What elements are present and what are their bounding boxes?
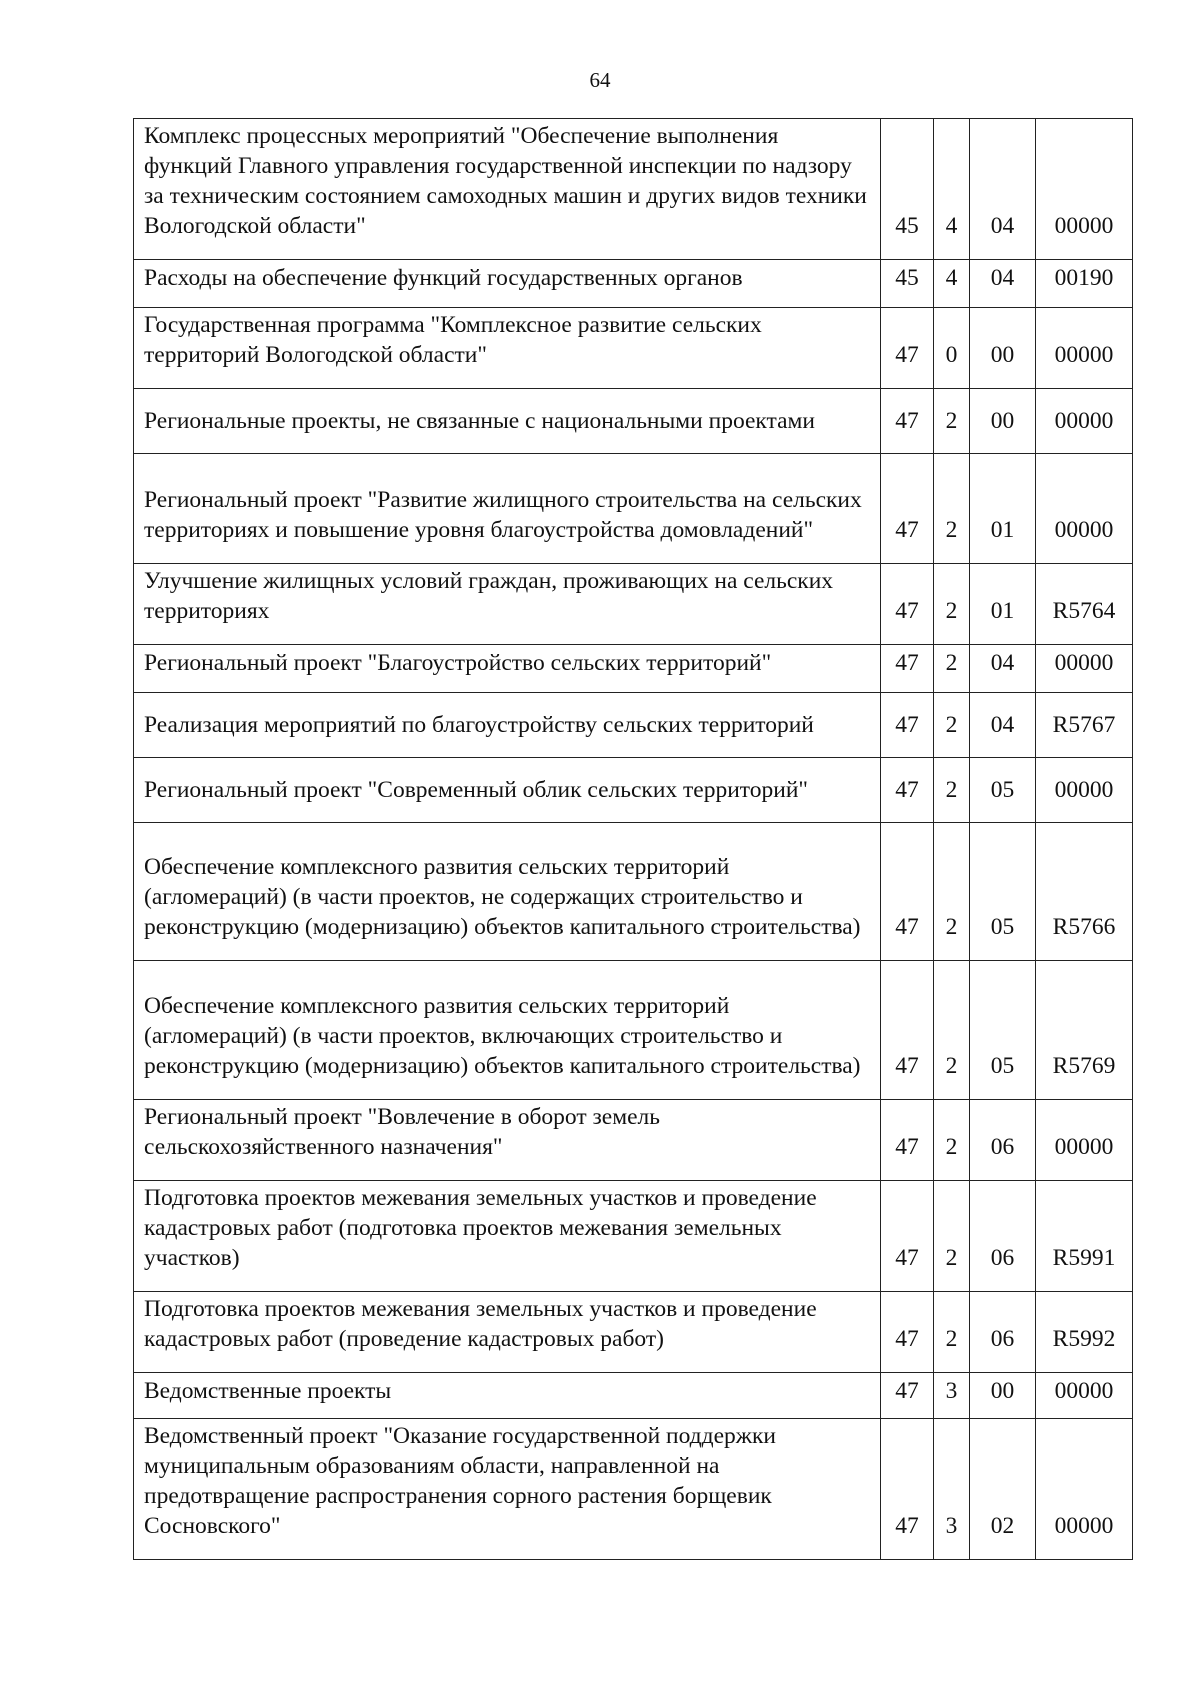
program-code-cell: 47 [881,454,934,564]
row-name-cell: Региональный проект "Вовлечение в оборот земель сельскохозяйственного назначения" [134,1100,881,1181]
table-row [134,693,1133,758]
table-row [134,454,1133,564]
expense-code-cell: R5767 [1036,693,1133,758]
event-code-cell: 06 [970,1292,1036,1373]
subprogram-code-cell: 3 [934,1373,970,1419]
row-name-cell: Региональный проект "Благоустройство сельских территорий" [134,645,881,693]
table-row [134,119,1133,260]
subprogram-code-cell: 2 [934,389,970,454]
row-name-cell: Региональный проект "Современный облик сельских территорий" [134,758,881,823]
program-code-cell: 47 [881,1181,934,1292]
program-code-cell: 47 [881,961,934,1100]
subprogram-code-cell: 2 [934,1100,970,1181]
row-name-cell: Обеспечение комплексного развития сельских территорий (агломераций) (в части проектов, не содержащих строительство и реконструкцию (модернизацию) объектов капитального строительства) [134,823,881,961]
row-name-cell: Подготовка проектов межевания земельных участков и проведение кадастровых работ (подготовка проектов межевания земельных участков) [134,1181,881,1292]
expense-code-cell: 00000 [1036,758,1133,823]
table-row [134,564,1133,645]
event-code-cell: 01 [970,564,1036,645]
budget-classification-table [133,118,1133,1560]
event-code-cell: 06 [970,1181,1036,1292]
table-row [134,758,1133,823]
subprogram-code-cell: 3 [934,1419,970,1560]
table-row [134,823,1133,961]
expense-code-cell: R5992 [1036,1292,1133,1373]
expense-code-cell: R5764 [1036,564,1133,645]
row-name-cell: Ведомственные проекты [134,1373,881,1419]
program-code-cell: 47 [881,645,934,693]
row-name-cell: Региональные проекты, не связанные с национальными проектами [134,389,881,454]
program-code-cell: 47 [881,389,934,454]
row-name-cell: Ведомственный проект "Оказание государственной поддержки муниципальным образованиям области, направленной на предотвращение распространения сорного растения борщевик Сосновского" [134,1419,881,1560]
expense-code-cell: 00000 [1036,1373,1133,1419]
expense-code-cell: R5766 [1036,823,1133,961]
program-code-cell: 47 [881,564,934,645]
subprogram-code-cell: 0 [934,308,970,389]
event-code-cell: 05 [970,758,1036,823]
row-name-cell: Реализация мероприятий по благоустройству сельских территорий [134,693,881,758]
row-name-cell: Государственная программа "Комплексное развитие сельских территорий Вологодской области" [134,308,881,389]
program-code-cell: 47 [881,1419,934,1560]
event-code-cell: 00 [970,1373,1036,1419]
row-name-cell: Расходы на обеспечение функций государственных органов [134,260,881,308]
program-code-cell: 47 [881,758,934,823]
subprogram-code-cell: 2 [934,564,970,645]
subprogram-code-cell: 2 [934,758,970,823]
table-row [134,1373,1133,1419]
table-row [134,260,1133,308]
row-name-cell: Обеспечение комплексного развития сельских территорий (агломераций) (в части проектов, включающих строительство и реконструкцию (модернизацию) объектов капитального строительства) [134,961,881,1100]
table-row [134,1419,1133,1560]
row-name-cell: Региональный проект "Развитие жилищного строительства на сельских территориях и повышение уровня благоустройства домовладений" [134,454,881,564]
expense-code-cell: 00000 [1036,645,1133,693]
event-code-cell: 05 [970,823,1036,961]
event-code-cell: 06 [970,1100,1036,1181]
table-row [134,1292,1133,1373]
page-number: 64 [589,68,611,92]
subprogram-code-cell: 2 [934,454,970,564]
row-name-cell: Комплекс процессных мероприятий "Обеспечение выполнения функций Главного управления государственной инспекции по надзору за техническим состоянием самоходных машин и других видов техники Вологодской области" [134,119,881,260]
expense-code-cell: R5991 [1036,1181,1133,1292]
event-code-cell: 05 [970,961,1036,1100]
program-code-cell: 47 [881,1100,934,1181]
expense-code-cell: 00000 [1036,454,1133,564]
row-name-cell: Улучшение жилищных условий граждан, проживающих на сельских территориях [134,564,881,645]
subprogram-code-cell: 4 [934,119,970,260]
subprogram-code-cell: 2 [934,645,970,693]
expense-code-cell: 00000 [1036,1419,1133,1560]
expense-code-cell: R5769 [1036,961,1133,1100]
program-code-cell: 47 [881,693,934,758]
subprogram-code-cell: 4 [934,260,970,308]
event-code-cell: 01 [970,454,1036,564]
program-code-cell: 45 [881,260,934,308]
expense-code-cell: 00000 [1036,119,1133,260]
expense-code-cell: 00000 [1036,308,1133,389]
program-code-cell: 47 [881,308,934,389]
subprogram-code-cell: 2 [934,1181,970,1292]
expense-code-cell: 00190 [1036,260,1133,308]
program-code-cell: 45 [881,119,934,260]
program-code-cell: 47 [881,1373,934,1419]
program-code-cell: 47 [881,823,934,961]
event-code-cell: 00 [970,389,1036,454]
table-row [134,389,1133,454]
subprogram-code-cell: 2 [934,1292,970,1373]
table-row [134,645,1133,693]
event-code-cell: 04 [970,693,1036,758]
subprogram-code-cell: 2 [934,961,970,1100]
program-code-cell: 47 [881,1292,934,1373]
event-code-cell: 02 [970,1419,1036,1560]
subprogram-code-cell: 2 [934,693,970,758]
event-code-cell: 04 [970,260,1036,308]
table-row [134,308,1133,389]
expense-code-cell: 00000 [1036,389,1133,454]
subprogram-code-cell: 2 [934,823,970,961]
table-row [134,1181,1133,1292]
table-row [134,961,1133,1100]
event-code-cell: 04 [970,645,1036,693]
expense-code-cell: 00000 [1036,1100,1133,1181]
row-name-cell: Подготовка проектов межевания земельных участков и проведение кадастровых работ (проведение кадастровых работ) [134,1292,881,1373]
table-row [134,1100,1133,1181]
event-code-cell: 00 [970,308,1036,389]
event-code-cell: 04 [970,119,1036,260]
